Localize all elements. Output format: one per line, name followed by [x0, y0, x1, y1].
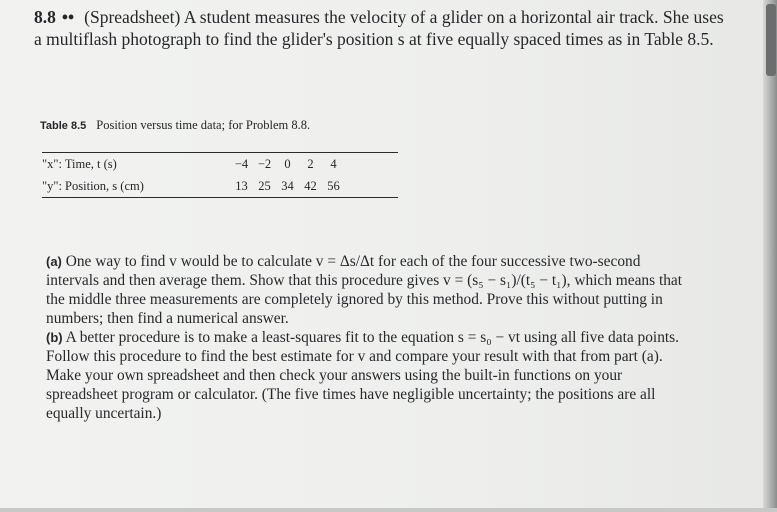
table-label: Table 8.5: [40, 120, 87, 132]
problem-number: 8.8: [34, 7, 56, 27]
bottom-edge: [0, 508, 777, 512]
part-b-text: A better procedure is to make a least-squares fit to the equation s = s₀ − vt using all five data points. Follow this procedure to find the best estimate for v and compare your result with that from part (a). Make your own spreadsheet and then check your answers using the built-in functions on your spreadsheet program or calculator. (The five times have negligible uncertainty; the positions are all equally uncertain.): [46, 329, 680, 422]
table-cell: 56: [327, 178, 340, 193]
table-cell: 4: [330, 156, 337, 171]
problem-text: (Spreadsheet) A student measures the velocity of a glider on a horizontal air track. She uses a multiflash photograph to find the glider's position s at five equally spaced times as in Table 8.5.: [34, 7, 724, 49]
table-caption: [40, 118, 310, 133]
scrollbar[interactable]: [763, 0, 777, 512]
table-cell: 25: [258, 178, 271, 193]
part-b: [46, 328, 686, 423]
part-b-tag: (b): [46, 330, 63, 345]
table-cell: 42: [304, 178, 317, 193]
part-a-tag: (a): [46, 254, 62, 269]
table-cell: −2: [257, 156, 272, 171]
row-header-time: "x": Time, t (s): [42, 156, 117, 171]
scrollbar-thumb[interactable]: [766, 4, 776, 76]
problem-parts: [46, 252, 686, 423]
problem-statement: [34, 6, 724, 50]
row-header-position: "y": Position, s (cm): [42, 178, 144, 193]
difficulty-marker: ••: [61, 7, 75, 27]
part-a-text: One way to find v would be to calculate v = Δs/Δt for each of the four successive two-second intervals and then average them. Show that this procedure gives v = (s₅ − s₁)/(t₅ − t₁), which means that the middle three measurements are completely ignored by this method. Prove this without putting in numbers; then find a numerical answer.: [46, 253, 683, 327]
table-caption-text: Position versus time data; for Problem 8.8.: [96, 118, 311, 132]
table-cell: −4: [234, 156, 249, 171]
table-cell: 13: [235, 178, 248, 193]
part-a: [46, 252, 686, 328]
table-cell: 2: [307, 156, 314, 171]
table-cell: 34: [281, 178, 294, 193]
table-row: [42, 175, 398, 197]
table-cell: 0: [284, 156, 291, 171]
table-row: [42, 153, 398, 175]
data-table: [42, 152, 398, 198]
